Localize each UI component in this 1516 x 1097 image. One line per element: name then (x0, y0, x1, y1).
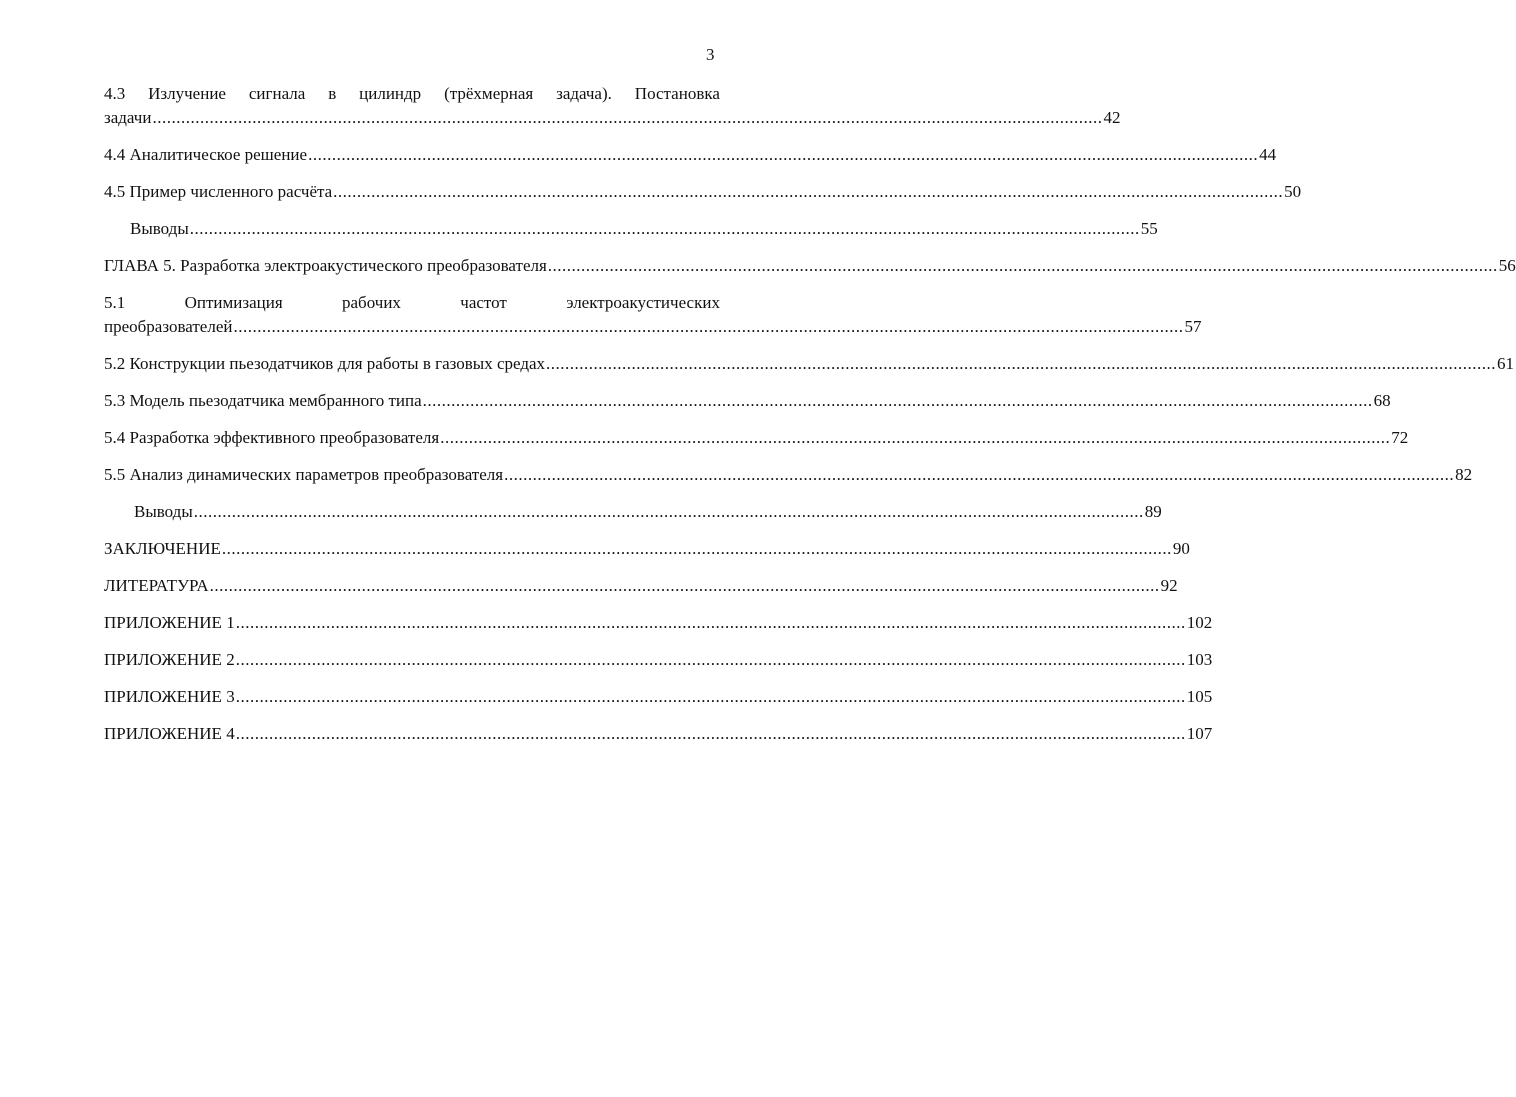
toc-entry-page: 50 (1284, 182, 1302, 201)
toc-leader-dots: ........................................................................................................................................................................................................ (504, 465, 1455, 484)
toc-entry-label: задачи (104, 108, 152, 127)
toc-entry-5-3[interactable] (104, 389, 1391, 426)
toc-entry-page: 92 (1160, 576, 1178, 595)
toc-entry-label: 5.4 Разработка эффективного преобразователя (104, 428, 440, 447)
toc-entry-4-4[interactable] (104, 143, 1277, 180)
toc-entry-page: 105 (1186, 687, 1213, 706)
toc-entry-5-2[interactable] (104, 352, 1515, 389)
toc-entry-page: 72 (1391, 428, 1409, 447)
toc-leader-dots: ........................................................................................................................................................................................................ (152, 108, 1103, 127)
toc-leader-dots: ........................................................................................................................................................................................................ (189, 219, 1140, 238)
toc-leader-dots: ........................................................................................................................................................................................................ (440, 428, 1391, 447)
toc-entry-appendix-1[interactable] (104, 611, 1213, 648)
toc-entry-label: 5.2 Конструкции пьезодатчиков для работы в газовых средах (104, 354, 546, 373)
toc-entry-heading-line: 4.3 Излучение сигнала в цилиндр (трёхмерная задача). Постановка (104, 84, 720, 103)
toc-leader-dots: ........................................................................................................................................................................................................ (235, 650, 1186, 669)
toc-leader-dots: ........................................................................................................................................................................................................ (422, 391, 1373, 410)
toc-leader-dots: ........................................................................................................................................................................................................ (547, 256, 1498, 275)
toc-entry-chapter-5[interactable] (104, 254, 1516, 291)
toc-entry-label: ПРИЛОЖЕНИЕ 4 (104, 724, 235, 743)
toc-entry-page: 68 (1373, 391, 1391, 410)
toc-leader-dots: ........................................................................................................................................................................................................ (209, 576, 1160, 595)
toc-entry-5-1[interactable] (104, 291, 1202, 352)
toc-entry-page: 89 (1144, 502, 1162, 521)
toc-leader-dots: ........................................................................................................................................................................................................ (235, 724, 1186, 743)
toc-entry-conclusions-ch5[interactable] (104, 500, 1162, 537)
table-of-contents (104, 82, 1516, 759)
toc-entry-page: 61 (1497, 354, 1515, 373)
toc-entry-label: ПРИЛОЖЕНИЕ 2 (104, 650, 235, 669)
toc-entry-page: 82 (1455, 465, 1473, 484)
toc-entry-label: 5.5 Анализ динамических параметров преобразователя (104, 465, 504, 484)
toc-leader-dots: ........................................................................................................................................................................................................ (333, 182, 1284, 201)
toc-entry-appendix-2[interactable] (104, 648, 1213, 685)
toc-entry-page: 42 (1103, 108, 1121, 127)
toc-entry-label: ПРИЛОЖЕНИЕ 1 (104, 613, 235, 632)
toc-entry-label: Выводы (134, 502, 193, 521)
toc-entry-label: ЗАКЛЮЧЕНИЕ (104, 539, 221, 558)
toc-entry-label: преобразователей (104, 317, 233, 336)
toc-leader-dots: ........................................................................................................................................................................................................ (546, 354, 1497, 373)
toc-leader-dots: ........................................................................................................................................................................................................ (308, 145, 1259, 164)
toc-entry-label: ПРИЛОЖЕНИЕ 3 (104, 687, 235, 706)
toc-leader-dots: ........................................................................................................................................................................................................ (233, 317, 1184, 336)
toc-entry-page: 44 (1259, 145, 1277, 164)
toc-leader-dots: ........................................................................................................................................................................................................ (235, 687, 1186, 706)
toc-entry-conclusions-ch4[interactable] (104, 217, 1158, 254)
toc-entry-page: 103 (1186, 650, 1213, 669)
toc-entry-page: 107 (1186, 724, 1213, 743)
toc-entry-label: 5.3 Модель пьезодатчика мембранного типа (104, 391, 422, 410)
toc-entry-page: 102 (1186, 613, 1213, 632)
toc-entry-page: 57 (1184, 317, 1202, 336)
toc-entry-appendix-3[interactable] (104, 685, 1213, 722)
toc-entry-conclusion[interactable] (104, 537, 1190, 574)
page-number: 3 (706, 45, 715, 64)
toc-leader-dots: ........................................................................................................................................................................................................ (193, 502, 1144, 521)
toc-entry-5-5[interactable] (104, 463, 1473, 500)
toc-entry-appendix-4[interactable] (104, 722, 1213, 759)
toc-entry-label: 4.5 Пример численного расчёта (104, 182, 333, 201)
toc-leader-dots: ........................................................................................................................................................................................................ (235, 613, 1186, 632)
toc-entry-heading-line: 5.1 Оптимизация рабочих частот электроакустических (104, 293, 720, 312)
toc-entry-label: 4.4 Аналитическое решение (104, 145, 308, 164)
toc-entry-label: ГЛАВА 5. Разработка электроакустического преобразователя (104, 256, 547, 275)
toc-entry-5-4[interactable] (104, 426, 1409, 463)
toc-entry-page: 90 (1172, 539, 1190, 558)
toc-entry-page: 56 (1498, 256, 1516, 275)
toc-entry-label: ЛИТЕРАТУРА (104, 576, 209, 595)
toc-entry-4-3[interactable] (104, 82, 1121, 143)
toc-leader-dots: ........................................................................................................................................................................................................ (221, 539, 1172, 558)
toc-entry-literature[interactable] (104, 574, 1178, 611)
toc-entry-page: 55 (1140, 219, 1158, 238)
toc-entry-label: Выводы (130, 219, 189, 238)
toc-entry-4-5[interactable] (104, 180, 1302, 217)
